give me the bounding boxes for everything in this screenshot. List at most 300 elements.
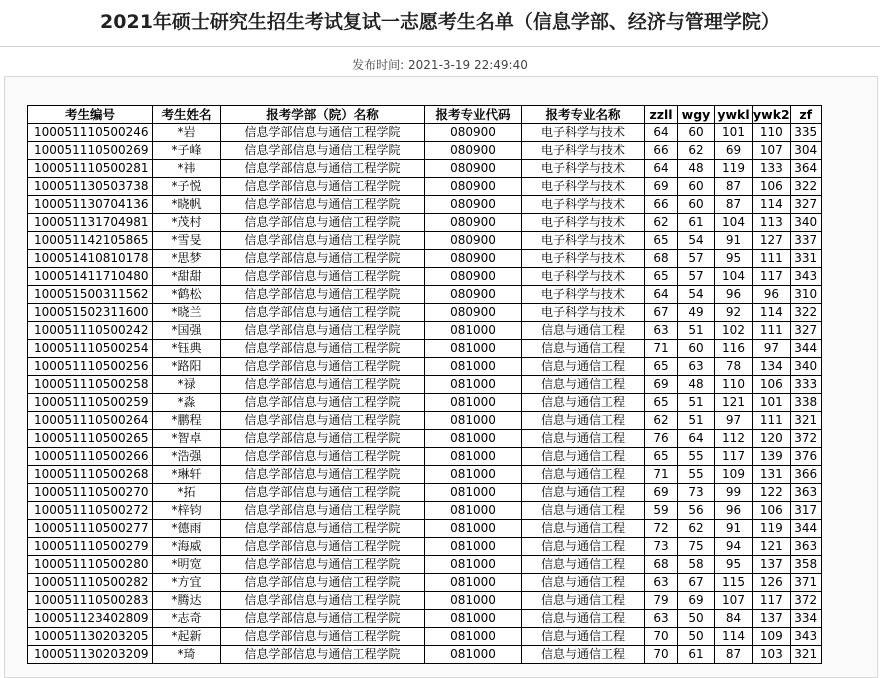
cell-zf: 376 <box>790 448 821 466</box>
cell-zf: 363 <box>790 538 821 556</box>
cell-exam-id: 100051110500259 <box>28 394 153 412</box>
cell-zzll: 65 <box>645 448 678 466</box>
cell-wgy: 58 <box>678 556 715 574</box>
cell-school: 信息学部信息与通信工程学院 <box>221 268 425 286</box>
cell-ywkl: 95 <box>715 556 753 574</box>
cell-major-name: 信息与通信工程 <box>522 322 645 340</box>
cell-zf: 363 <box>790 484 821 502</box>
cell-major-name: 电子科学与技术 <box>522 214 645 232</box>
cell-major-code: 080900 <box>425 196 522 214</box>
cell-name: *甜甜 <box>153 268 221 286</box>
cell-school: 信息学部信息与通信工程学院 <box>221 574 425 592</box>
table-row <box>28 502 822 520</box>
cell-major-name: 信息与通信工程 <box>522 358 645 376</box>
cell-school: 信息学部信息与通信工程学院 <box>221 376 425 394</box>
cell-zf: 310 <box>790 286 821 304</box>
cell-zf: 322 <box>790 304 821 322</box>
cell-exam-id: 100051502311600 <box>28 304 153 322</box>
cell-major-name: 信息与通信工程 <box>522 394 645 412</box>
cell-major-code: 081000 <box>425 484 522 502</box>
cell-major-name: 信息与通信工程 <box>522 556 645 574</box>
table-row <box>28 214 822 232</box>
cell-ywkl: 114 <box>715 628 753 646</box>
cell-major-name: 信息与通信工程 <box>522 448 645 466</box>
cell-name: *淼 <box>153 394 221 412</box>
cell-name: *志奇 <box>153 610 221 628</box>
cell-name: *琦 <box>153 646 221 664</box>
cell-wgy: 73 <box>678 484 715 502</box>
table-row <box>28 376 822 394</box>
cell-ywkl: 96 <box>715 286 753 304</box>
table-row <box>28 448 822 466</box>
cell-zzll: 65 <box>645 358 678 376</box>
cell-zf: 334 <box>790 610 821 628</box>
cell-exam-id: 100051110500277 <box>28 520 153 538</box>
cell-ywk2: 111 <box>753 250 791 268</box>
cell-wgy: 51 <box>678 322 715 340</box>
cell-ywk2: 110 <box>753 124 791 142</box>
cell-wgy: 48 <box>678 160 715 178</box>
cell-major-name: 电子科学与技术 <box>522 196 645 214</box>
cell-ywkl: 116 <box>715 340 753 358</box>
cell-name: *浩强 <box>153 448 221 466</box>
cell-zzll: 67 <box>645 304 678 322</box>
col-header-name: 考生姓名 <box>153 106 221 124</box>
cell-major-name: 信息与通信工程 <box>522 628 645 646</box>
table-row <box>28 430 822 448</box>
cell-school: 信息学部信息与通信工程学院 <box>221 610 425 628</box>
cell-zf: 358 <box>790 556 821 574</box>
cell-exam-id: 100051110500258 <box>28 376 153 394</box>
cell-ywkl: 101 <box>715 124 753 142</box>
cell-zf: 335 <box>790 124 821 142</box>
table-row <box>28 178 822 196</box>
cell-zf: 322 <box>790 178 821 196</box>
cell-name: *腾达 <box>153 592 221 610</box>
cell-zf: 321 <box>790 412 821 430</box>
cell-major-name: 信息与通信工程 <box>522 610 645 628</box>
cell-name: *雪旻 <box>153 232 221 250</box>
cell-exam-id: 100051110500282 <box>28 574 153 592</box>
cell-wgy: 54 <box>678 286 715 304</box>
cell-ywk2: 137 <box>753 610 791 628</box>
cell-ywkl: 87 <box>715 196 753 214</box>
table-row <box>28 232 822 250</box>
cell-zf: 371 <box>790 574 821 592</box>
cell-school: 信息学部信息与通信工程学院 <box>221 286 425 304</box>
cell-zzll: 64 <box>645 160 678 178</box>
cell-major-code: 081000 <box>425 646 522 664</box>
cell-exam-id: 100051130203209 <box>28 646 153 664</box>
cell-ywk2: 139 <box>753 448 791 466</box>
cell-major-code: 081000 <box>425 466 522 484</box>
cell-major-code: 080900 <box>425 160 522 178</box>
cell-wgy: 49 <box>678 304 715 322</box>
cell-wgy: 61 <box>678 646 715 664</box>
publish-time-value: 2021-3-19 22:49:40 <box>408 58 528 72</box>
cell-ywkl: 92 <box>715 304 753 322</box>
table-header-row <box>28 106 822 124</box>
cell-zf: 340 <box>790 214 821 232</box>
cell-zzll: 64 <box>645 286 678 304</box>
cell-wgy: 55 <box>678 448 715 466</box>
cell-zf: 366 <box>790 466 821 484</box>
table-row <box>28 394 822 412</box>
cell-major-code: 080900 <box>425 232 522 250</box>
table-row <box>28 250 822 268</box>
cell-zzll: 65 <box>645 268 678 286</box>
cell-ywk2: 96 <box>753 286 791 304</box>
cell-major-name: 信息与通信工程 <box>522 430 645 448</box>
cell-ywk2: 120 <box>753 430 791 448</box>
cell-name: *路阳 <box>153 358 221 376</box>
cell-major-code: 081000 <box>425 556 522 574</box>
cell-ywk2: 137 <box>753 556 791 574</box>
cell-ywkl: 95 <box>715 250 753 268</box>
cell-zzll: 73 <box>645 538 678 556</box>
table-row <box>28 196 822 214</box>
cell-wgy: 54 <box>678 232 715 250</box>
cell-ywk2: 119 <box>753 520 791 538</box>
cell-ywk2: 121 <box>753 538 791 556</box>
cell-zf: 333 <box>790 376 821 394</box>
cell-ywk2: 113 <box>753 214 791 232</box>
cell-ywkl: 96 <box>715 502 753 520</box>
cell-wgy: 57 <box>678 268 715 286</box>
cell-wgy: 64 <box>678 430 715 448</box>
col-header-major-name: 报考专业名称 <box>522 106 645 124</box>
cell-wgy: 51 <box>678 412 715 430</box>
cell-ywkl: 112 <box>715 430 753 448</box>
cell-major-name: 电子科学与技术 <box>522 304 645 322</box>
cell-school: 信息学部信息与通信工程学院 <box>221 322 425 340</box>
cell-ywkl: 104 <box>715 214 753 232</box>
cell-exam-id: 100051110500283 <box>28 592 153 610</box>
cell-name: *琳轩 <box>153 466 221 484</box>
cell-zzll: 65 <box>645 232 678 250</box>
cell-zf: 327 <box>790 196 821 214</box>
cell-major-code: 081000 <box>425 412 522 430</box>
table-row <box>28 322 822 340</box>
cell-name: *子悦 <box>153 178 221 196</box>
cell-name: *鹤松 <box>153 286 221 304</box>
cell-major-name: 信息与通信工程 <box>522 466 645 484</box>
cell-ywkl: 91 <box>715 232 753 250</box>
cell-major-name: 信息与通信工程 <box>522 574 645 592</box>
cell-ywk2: 131 <box>753 466 791 484</box>
table-row <box>28 610 822 628</box>
cell-wgy: 60 <box>678 124 715 142</box>
cell-name: *钰典 <box>153 340 221 358</box>
table-row <box>28 358 822 376</box>
cell-ywkl: 78 <box>715 358 753 376</box>
table-row <box>28 592 822 610</box>
cell-zf: 331 <box>790 250 821 268</box>
cell-major-name: 电子科学与技术 <box>522 178 645 196</box>
cell-exam-id: 100051110500264 <box>28 412 153 430</box>
cell-name: *禄 <box>153 376 221 394</box>
cell-ywk2: 114 <box>753 196 791 214</box>
cell-school: 信息学部信息与通信工程学院 <box>221 340 425 358</box>
cell-major-name: 信息与通信工程 <box>522 520 645 538</box>
cell-ywk2: 111 <box>753 412 791 430</box>
cell-name: *晓兰 <box>153 304 221 322</box>
cell-zf: 337 <box>790 232 821 250</box>
cell-wgy: 62 <box>678 520 715 538</box>
cell-ywkl: 121 <box>715 394 753 412</box>
table-row <box>28 340 822 358</box>
cell-name: *德雨 <box>153 520 221 538</box>
cell-zzll: 76 <box>645 430 678 448</box>
cell-exam-id: 100051110500266 <box>28 448 153 466</box>
cell-major-code: 081000 <box>425 340 522 358</box>
cell-wgy: 63 <box>678 358 715 376</box>
cell-school: 信息学部信息与通信工程学院 <box>221 502 425 520</box>
cell-wgy: 57 <box>678 250 715 268</box>
cell-name: *智卓 <box>153 430 221 448</box>
cell-zf: 372 <box>790 430 821 448</box>
table-row <box>28 142 822 160</box>
cell-major-code: 080900 <box>425 142 522 160</box>
cell-exam-id: 100051110500281 <box>28 160 153 178</box>
cell-school: 信息学部信息与通信工程学院 <box>221 484 425 502</box>
cell-name: *子峰 <box>153 142 221 160</box>
cell-major-name: 信息与通信工程 <box>522 340 645 358</box>
cell-ywk2: 126 <box>753 574 791 592</box>
cell-major-name: 信息与通信工程 <box>522 538 645 556</box>
cell-zf: 364 <box>790 160 821 178</box>
cell-major-code: 080900 <box>425 268 522 286</box>
cell-major-code: 081000 <box>425 538 522 556</box>
cell-school: 信息学部信息与通信工程学院 <box>221 142 425 160</box>
table-row <box>28 520 822 538</box>
cell-exam-id: 100051131704981 <box>28 214 153 232</box>
cell-exam-id: 100051110500279 <box>28 538 153 556</box>
cell-exam-id: 100051110500269 <box>28 142 153 160</box>
cell-zzll: 59 <box>645 502 678 520</box>
cell-wgy: 75 <box>678 538 715 556</box>
cell-zzll: 72 <box>645 520 678 538</box>
cell-zzll: 71 <box>645 340 678 358</box>
cell-ywk2: 133 <box>753 160 791 178</box>
cell-ywkl: 104 <box>715 268 753 286</box>
table-row <box>28 466 822 484</box>
cell-major-code: 080900 <box>425 250 522 268</box>
col-header-zzll: zzll <box>645 106 678 124</box>
cell-ywk2: 114 <box>753 304 791 322</box>
cell-zzll: 65 <box>645 394 678 412</box>
cell-exam-id: 100051110500265 <box>28 430 153 448</box>
cell-wgy: 55 <box>678 466 715 484</box>
cell-zf: 327 <box>790 322 821 340</box>
cell-major-code: 081000 <box>425 394 522 412</box>
cell-wgy: 51 <box>678 394 715 412</box>
cell-ywk2: 122 <box>753 484 791 502</box>
cell-ywk2: 109 <box>753 628 791 646</box>
cell-ywkl: 107 <box>715 592 753 610</box>
cell-ywk2: 127 <box>753 232 791 250</box>
cell-school: 信息学部信息与通信工程学院 <box>221 196 425 214</box>
cell-zzll: 69 <box>645 178 678 196</box>
cell-major-name: 电子科学与技术 <box>522 232 645 250</box>
cell-exam-id: 100051410810178 <box>28 250 153 268</box>
cell-major-name: 电子科学与技术 <box>522 286 645 304</box>
table-row <box>28 124 822 142</box>
cell-school: 信息学部信息与通信工程学院 <box>221 592 425 610</box>
cell-ywkl: 99 <box>715 484 753 502</box>
cell-zzll: 69 <box>645 484 678 502</box>
cell-ywkl: 97 <box>715 412 753 430</box>
cell-major-name: 信息与通信工程 <box>522 484 645 502</box>
table-row <box>28 268 822 286</box>
cell-ywkl: 87 <box>715 178 753 196</box>
cell-name: *茂村 <box>153 214 221 232</box>
cell-name: *祎 <box>153 160 221 178</box>
cell-exam-id: 100051110500272 <box>28 502 153 520</box>
cell-exam-id: 100051123402809 <box>28 610 153 628</box>
table-row <box>28 160 822 178</box>
cell-major-code: 080900 <box>425 124 522 142</box>
cell-wgy: 60 <box>678 196 715 214</box>
cell-zzll: 63 <box>645 322 678 340</box>
cell-exam-id: 100051142105865 <box>28 232 153 250</box>
cell-wgy: 56 <box>678 502 715 520</box>
cell-major-code: 080900 <box>425 178 522 196</box>
cell-major-name: 电子科学与技术 <box>522 142 645 160</box>
cell-major-code: 081000 <box>425 520 522 538</box>
cell-school: 信息学部信息与通信工程学院 <box>221 628 425 646</box>
cell-zzll: 68 <box>645 250 678 268</box>
table-row <box>28 412 822 430</box>
cell-ywk2: 106 <box>753 178 791 196</box>
cell-major-name: 电子科学与技术 <box>522 268 645 286</box>
cell-exam-id: 100051130203205 <box>28 628 153 646</box>
cell-wgy: 48 <box>678 376 715 394</box>
cell-zzll: 70 <box>645 628 678 646</box>
cell-major-code: 080900 <box>425 214 522 232</box>
cell-name: *岩 <box>153 124 221 142</box>
cell-exam-id: 100051110500270 <box>28 484 153 502</box>
cell-major-name: 信息与通信工程 <box>522 592 645 610</box>
cell-name: *海威 <box>153 538 221 556</box>
cell-school: 信息学部信息与通信工程学院 <box>221 412 425 430</box>
cell-ywkl: 94 <box>715 538 753 556</box>
cell-school: 信息学部信息与通信工程学院 <box>221 250 425 268</box>
cell-ywkl: 117 <box>715 448 753 466</box>
cell-major-code: 080900 <box>425 304 522 322</box>
cell-ywkl: 91 <box>715 520 753 538</box>
cell-major-code: 081000 <box>425 358 522 376</box>
col-header-zf: zf <box>790 106 821 124</box>
cell-zzll: 71 <box>645 466 678 484</box>
table-row <box>28 304 822 322</box>
cell-zf: 321 <box>790 646 821 664</box>
cell-major-name: 信息与通信工程 <box>522 412 645 430</box>
cell-major-code: 081000 <box>425 448 522 466</box>
cell-school: 信息学部信息与通信工程学院 <box>221 646 425 664</box>
cell-major-name: 信息与通信工程 <box>522 502 645 520</box>
publish-time-line <box>0 54 880 76</box>
cell-major-code: 081000 <box>425 430 522 448</box>
cell-zf: 340 <box>790 358 821 376</box>
table-row <box>28 646 822 664</box>
col-header-major-code: 报考专业代码 <box>425 106 522 124</box>
cell-name: *晓帆 <box>153 196 221 214</box>
cell-zzll: 64 <box>645 124 678 142</box>
page-title: 2021年硕士研究生招生考试复试一志愿考生名单（信息学部、经济与管理学院） <box>100 11 780 33</box>
cell-ywk2: 101 <box>753 394 791 412</box>
cell-exam-id: 100051411710480 <box>28 268 153 286</box>
cell-school: 信息学部信息与通信工程学院 <box>221 214 425 232</box>
cell-zzll: 70 <box>645 646 678 664</box>
cell-ywk2: 134 <box>753 358 791 376</box>
table-row <box>28 556 822 574</box>
cell-ywk2: 117 <box>753 268 791 286</box>
cell-name: *明宽 <box>153 556 221 574</box>
cell-zzll: 63 <box>645 610 678 628</box>
cell-school: 信息学部信息与通信工程学院 <box>221 304 425 322</box>
cell-zf: 344 <box>790 520 821 538</box>
cell-major-name: 电子科学与技术 <box>522 160 645 178</box>
cell-school: 信息学部信息与通信工程学院 <box>221 358 425 376</box>
cell-ywkl: 110 <box>715 376 753 394</box>
candidate-table <box>27 105 822 664</box>
cell-zf: 343 <box>790 268 821 286</box>
cell-major-code: 081000 <box>425 592 522 610</box>
cell-zf: 304 <box>790 142 821 160</box>
cell-zf: 317 <box>790 502 821 520</box>
cell-wgy: 61 <box>678 214 715 232</box>
cell-ywkl: 87 <box>715 646 753 664</box>
cell-ywk2: 111 <box>753 322 791 340</box>
cell-zzll: 79 <box>645 592 678 610</box>
table-row <box>28 484 822 502</box>
cell-zzll: 66 <box>645 196 678 214</box>
cell-zzll: 68 <box>645 556 678 574</box>
cell-school: 信息学部信息与通信工程学院 <box>221 430 425 448</box>
cell-ywkl: 109 <box>715 466 753 484</box>
cell-ywk2: 97 <box>753 340 791 358</box>
cell-ywkl: 119 <box>715 160 753 178</box>
cell-zf: 372 <box>790 592 821 610</box>
cell-zzll: 63 <box>645 574 678 592</box>
cell-ywk2: 106 <box>753 376 791 394</box>
cell-wgy: 50 <box>678 628 715 646</box>
col-header-wgy: wgy <box>678 106 715 124</box>
cell-school: 信息学部信息与通信工程学院 <box>221 538 425 556</box>
cell-name: *方宜 <box>153 574 221 592</box>
cell-exam-id: 100051110500242 <box>28 322 153 340</box>
cell-exam-id: 100051500311562 <box>28 286 153 304</box>
table-row <box>28 286 822 304</box>
cell-zzll: 62 <box>645 214 678 232</box>
cell-wgy: 60 <box>678 178 715 196</box>
title-divider <box>0 46 880 47</box>
cell-exam-id: 100051110500246 <box>28 124 153 142</box>
cell-name: *梓钧 <box>153 502 221 520</box>
cell-ywk2: 107 <box>753 142 791 160</box>
cell-exam-id: 100051110500254 <box>28 340 153 358</box>
cell-zzll: 62 <box>645 412 678 430</box>
cell-ywk2: 117 <box>753 592 791 610</box>
col-header-school: 报考学部（院）名称 <box>221 106 425 124</box>
cell-name: *鹏程 <box>153 412 221 430</box>
cell-zzll: 69 <box>645 376 678 394</box>
table-body <box>28 124 822 664</box>
cell-major-code: 081000 <box>425 322 522 340</box>
table-row <box>28 538 822 556</box>
cell-wgy: 62 <box>678 142 715 160</box>
